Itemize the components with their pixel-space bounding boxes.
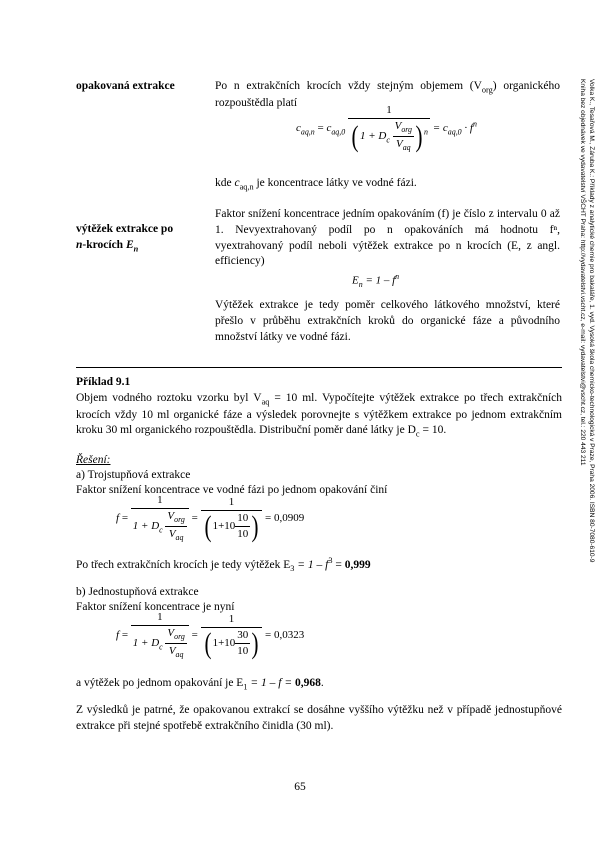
eq1-c0: c	[326, 122, 332, 135]
paragraph-factor: Faktor snížení koncentrace jedním opakováním (f) je číslo z intervalu 0 až 1. Nevyextrahovaný podíl po n opakováních má hodnotu fⁿ, vyextrahovaný podíl neboli výtěžek extrakce po n krocích (E, z angl. efficiency)	[215, 208, 560, 268]
conclusion: Z výsledků je patrné, že opakovanou extrakcí se dosáhne vyššího výtěžku než v případě jednostupňové extrakce při stejné spotřebě extrakčního činidla (30 ml).	[76, 704, 562, 732]
example-text-sub: aq	[261, 397, 270, 407]
equation-a: f = 1 $1 + D_c$ $\frac{V_{org}}{V_{aq}}$ = 1 ( 1+10 $\frac{10}{10}$ ) = 0,0909	[116, 494, 305, 543]
intro-text: Po n extrakčních krocích vždy stejným objemem (V	[215, 80, 482, 92]
part-a-mid: = 1 – f	[294, 558, 329, 571]
page-number: 65	[294, 781, 306, 793]
example-text-a: Objem vodného roztoku vzorku byl V	[76, 392, 262, 404]
term2-E: E	[125, 238, 134, 251]
eq2-lhs-sub: n	[358, 279, 363, 289]
paragraph-yield: Výtěžek extrakce je tedy poměr celkového látkového množství, které přešlo v průběhu extrakčních kroků do organické fáze a původního množství látky ve vodné fázi.	[215, 299, 560, 343]
side-citation-line1: Volka K., Tesařová M., Záruba K.: Příklady z analytické chemie pro bakaláře, 1. vyd. Vysoká škola chemicko-technologická v Praze, Praha 2006. ISBN 80-7080-610-9	[588, 79, 595, 563]
part-a-pow: 3	[328, 556, 333, 565]
eq1-rhs-pow: n	[472, 119, 477, 129]
eq1-lhs: c	[296, 122, 301, 135]
example-title: Příklad 9.1	[76, 376, 131, 388]
eq2-rhs: = 1 – f	[362, 274, 396, 287]
where-post: je koncentrace látky ve vodné fázi.	[253, 177, 417, 189]
solution-label	[76, 453, 110, 469]
part-b-title: b) Jednostupňová extrakce	[76, 586, 199, 598]
eq-b-den: 10	[237, 645, 249, 658]
eq-a-frac1: 1 $1 + D_c$ $\frac{V_{org}}{V_{aq}}$	[131, 493, 189, 544]
eq-a-num: 10	[235, 511, 250, 527]
section-divider	[76, 367, 562, 368]
eq-a-den: 10	[237, 528, 249, 541]
equation-concentration	[296, 103, 477, 154]
eq1-vnum: V	[394, 120, 402, 133]
eq1-rhs-tail: · f	[461, 122, 473, 135]
eq1-num: 1	[348, 103, 430, 119]
eq1-fraction	[348, 103, 430, 154]
eq1-den: ( $1 + D_c$ $\frac{V_{org}}{V_{aq}}$ ) $^n$	[351, 119, 428, 153]
solution-label-text: Řešení:	[76, 454, 111, 466]
example-text-end: = 10.	[419, 424, 447, 437]
term-opakovana-extrakce: opakovaná extrakce	[76, 80, 175, 92]
part-b-sub: 1	[243, 682, 248, 692]
part-b-result	[76, 676, 324, 693]
term2-krocich: -krocích	[82, 238, 126, 251]
eq2-rhs-pow: n	[395, 272, 400, 281]
eq1-rhs-sub: aq,0	[447, 127, 462, 137]
part-b-mid: = 1 – f =	[247, 677, 295, 689]
example-text	[76, 391, 562, 440]
eq1-vden-sub: aq	[402, 143, 411, 153]
where-c: c	[234, 177, 240, 189]
term2-line1: výtěžek extrakce po	[76, 223, 174, 235]
part-a-sub: 3	[290, 564, 295, 574]
intro-sub: org	[481, 85, 493, 95]
equation-efficiency	[352, 272, 399, 291]
part-a-title: a) Trojstupňová extrakce	[76, 469, 191, 481]
example-text-b: = 10 ml. Vypočítejte výtěžek extrakce po třech extrakčních krocích vždy 10 ml organické fáze a výsledek porovnejte s výtěžkem extrakce po jednom extrakčním kroku 30 ml organického rozpouštědla. Distribuční poměr dané látky je D	[76, 392, 562, 437]
part-a-pre: Po třech extrakčních krocích je tedy výtěžek E	[76, 558, 291, 571]
eq-b-result: = 0,0323	[262, 629, 305, 642]
eq1-rhs: = c	[429, 122, 448, 135]
intro-text-after: ) organického rozpouštědla platí	[215, 80, 560, 109]
part-b-value: 0,968	[294, 677, 321, 689]
where-pre: kde	[215, 177, 235, 189]
eq1-equals: =	[314, 122, 327, 135]
eq1-lhs-sub: aq,n	[300, 127, 315, 137]
eq-a-frac2: 1 ( 1+10 $\frac{10}{10}$ )	[201, 495, 263, 542]
eq1-den-prefix: 1 + D	[359, 130, 387, 143]
part-b-end: .	[320, 677, 324, 689]
part-a-result	[76, 555, 371, 574]
part-b-pre: a výtěžek po jednom opakování je E	[76, 677, 244, 689]
part-a-eq: =	[332, 558, 345, 571]
where-c-sub: aq,n	[239, 182, 254, 192]
term-vytezek	[76, 222, 173, 254]
example-text-sub2: c	[415, 429, 420, 439]
term2-sub: n	[133, 244, 139, 254]
eq1-inner-frac	[393, 119, 414, 154]
part-a-value: 0,999	[344, 558, 371, 571]
eq-b-num: 30	[235, 628, 250, 644]
eq-b-frac1: 1 $1 + D_c$ $\frac{V_{org}}{V_{aq}}$	[131, 610, 189, 661]
side-citation	[579, 79, 596, 699]
eq1-vden: V	[395, 138, 403, 151]
eq1-pow: n	[424, 127, 428, 137]
eq1-c0-sub: aq,0	[331, 127, 346, 137]
eq-b-frac2: 1 ( 1+10 $\frac{30}{10}$ )	[201, 612, 263, 659]
part-a-line: Faktor snížení koncentrace ve vodné fázi po jednom opakování činí	[76, 484, 388, 496]
part-b-line: Faktor snížení koncentrace je nyní	[76, 601, 235, 613]
term2-n: n	[76, 238, 83, 251]
where-line	[215, 176, 417, 193]
eq1-vnum-sub: org	[401, 125, 413, 135]
equation-b: f = 1 $1 + D_c$ $\frac{V_{org}}{V_{aq}}$ = 1 ( 1+10 $\frac{30}{10}$ ) = 0,0323	[116, 611, 305, 660]
eq1-den-sub: c	[386, 135, 390, 145]
eq2-lhs: E	[352, 274, 359, 287]
side-citation-line2: Kniha bez objednávek ve vydavatelství VŠCHT Praha: http://vydavatelstvi.vscht.cz, e-mail: vydavatelstvi@vscht.cz, tel.: 220 443 211	[579, 79, 586, 466]
eq-a-result: = 0,0909	[262, 512, 305, 525]
